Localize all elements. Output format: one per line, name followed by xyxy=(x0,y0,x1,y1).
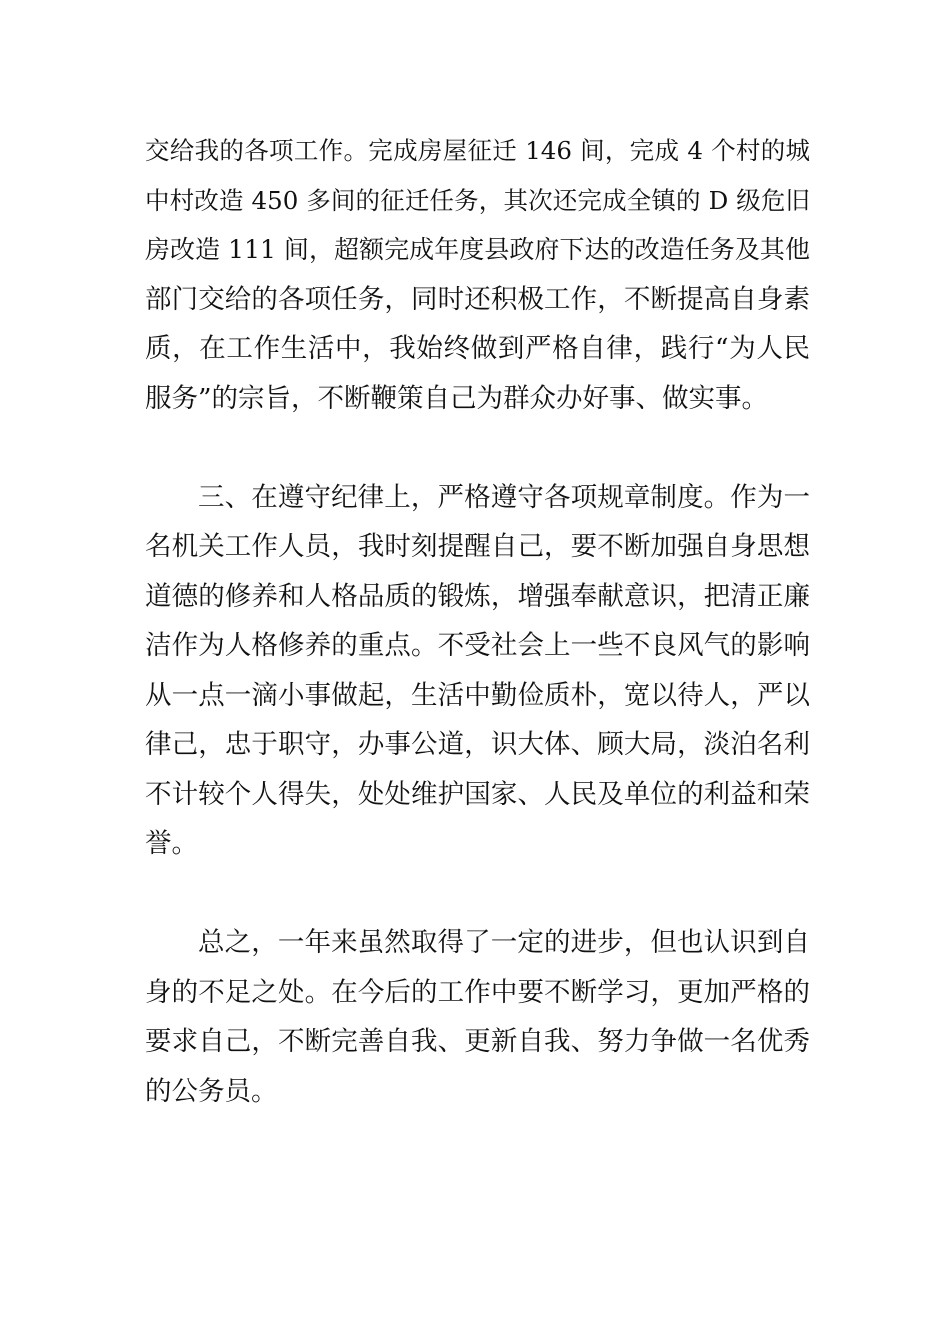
text-line: 三、在遵守纪律上，严格遵守各项规章制度。作为一 xyxy=(198,482,810,513)
text-line: 的公务员。 xyxy=(145,1076,278,1107)
text-line: 律己，忠于职守，办事公道，识大体、顾大局，淡泊名利 xyxy=(145,729,810,760)
text-line: 誉。 xyxy=(145,828,198,859)
text-line: 质，在工作生活中，我始终做到严格自律，践行“为人民 xyxy=(145,333,810,364)
text-line: 道德的修养和人格品质的锻炼，增强奉献意识，把清正廉 xyxy=(145,581,810,612)
text-line: 名机关工作人员，我时刻提醒自己，要不断加强自身思想 xyxy=(145,531,810,562)
text-line: 洁作为人格修养的重点。不受社会上一些不良风气的影响 xyxy=(145,630,810,661)
text-line: 不计较个人得失，处处维护国家、人民及单位的利益和荣 xyxy=(145,779,810,810)
text-line: 身的不足之处。在今后的工作中要不断学习，更加严格的 xyxy=(145,977,810,1008)
text-line: 要求自己，不断完善自我、更新自我、努力争做一名优秀 xyxy=(145,1026,810,1057)
text-line: 总之，一年来虽然取得了一定的进步，但也认识到自 xyxy=(198,927,810,958)
text-line: 中村改造 450 多间的征迁任务，其次还完成全镇的 D 级危旧 xyxy=(145,186,810,215)
text-line: 房改造 111 间，超额完成年度县政府下达的改造任务及其他 xyxy=(145,235,810,264)
text-line: 交给我的各项工作。完成房屋征迁 146 间，完成 4 个村的城 xyxy=(145,136,810,165)
text-line: 服务”的宗旨，不断鞭策自己为群众办好事、做实事。 xyxy=(145,383,769,414)
text-line: 部门交给的各项任务，同时还积极工作，不断提高自身素 xyxy=(145,284,810,315)
text-line: 从一点一滴小事做起，生活中勤俭质朴，宽以待人，严以 xyxy=(145,680,810,711)
